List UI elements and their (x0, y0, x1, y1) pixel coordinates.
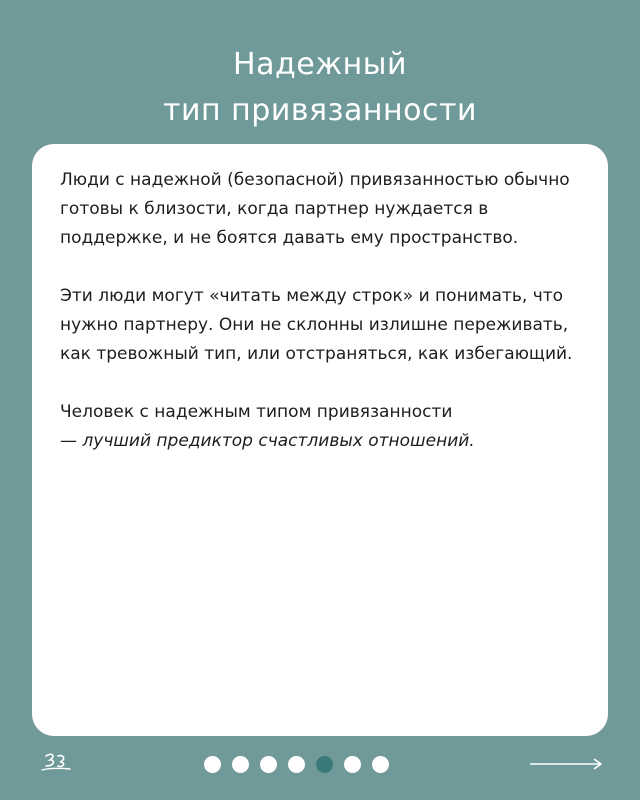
pagination-dot-active[interactable] (316, 756, 333, 773)
paragraph-3 (60, 398, 584, 456)
pagination-dot[interactable] (288, 756, 305, 773)
pagination-dot[interactable] (204, 756, 221, 773)
pagination-dot[interactable] (232, 756, 249, 773)
paragraph-2: Эти люди могут «читать между строк» и понимать, что нужно партнеру. Они не склонны излишне переживать, как тревожный тип, или отстраняться, как избегающий. (60, 286, 573, 364)
content-card (32, 144, 608, 736)
paragraph-3-emphasis: — лучший предиктор счастливых отношений. (60, 431, 475, 451)
signature-logo-icon (38, 748, 72, 776)
paragraph-3-text: Человек с надежным типом привязанности (60, 402, 453, 422)
pagination-dots (204, 756, 389, 772)
paragraph-1: Люди с надежной (безопасной) привязанностью обычно готовы к близости, когда партнер нуждается в поддержке, и не боятся давать ему пространство. (60, 170, 570, 248)
arrow-right-icon[interactable] (530, 756, 604, 772)
pagination-dot[interactable] (260, 756, 277, 773)
pagination-dot[interactable] (372, 756, 389, 773)
pagination-dot[interactable] (344, 756, 361, 773)
slide-title (0, 42, 640, 134)
slide-title-line-1: Надежный (233, 47, 407, 82)
slide-title-line-2: тип привязанности (163, 93, 477, 128)
